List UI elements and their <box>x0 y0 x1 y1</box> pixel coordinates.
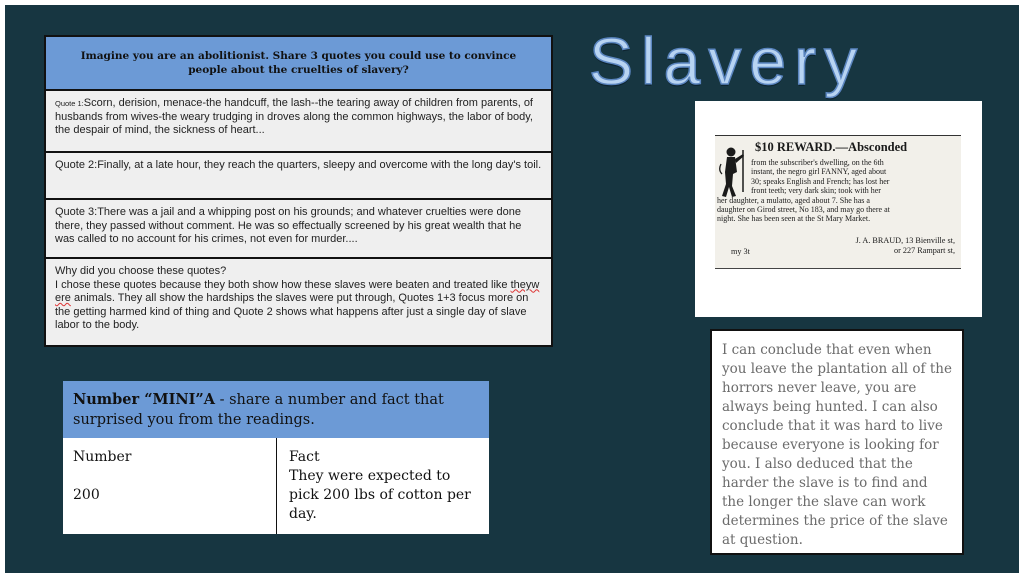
number-mini-table <box>63 381 489 534</box>
ad-line-6: daughter on Girod street, No 183, and may go there at <box>717 205 890 215</box>
ad-line-3: 30; speaks English and French; has lost her <box>751 176 890 186</box>
ad-line-4: front teeth; very dark skin; took with her <box>751 186 881 196</box>
ad-signature <box>856 236 955 256</box>
why-answer-misspelled: theyw ere <box>55 278 540 304</box>
why-question: Why did you choose these quotes? <box>55 265 227 277</box>
why-cell <box>46 259 551 345</box>
quote-1-text: Scorn, derision, menace-the handcuff, the lash--the tearing away of children from parents, of husbands from wives-the weary trudging in droves along the common highways, the labor of body, the despair of mind, the sickness of heart... <box>55 97 533 136</box>
ad-signature-line-1: J. A. BRAUD, 13 Bienville st, <box>855 236 955 245</box>
ad-date-code: my 3t <box>731 247 750 256</box>
quotes-table-header: Imagine you are an abolitionist. Share 3 quotes you could use to convince people about the cruelties of slavery? <box>46 37 551 91</box>
ad-line-5: her daughter, a mulatto, aged about 7. She has a <box>717 195 870 205</box>
mini-table-header-rest: - share a number and fact that surprised you from the readings. <box>73 392 444 428</box>
why-answer-part2: animals. They all show the hardships the slaves were put through, Quotes 1+3 focus more on the getting harmed kind of thing and Quote 2 shows what happens after just a single day of slave labor to the body. <box>55 292 529 331</box>
ad-body <box>717 158 959 224</box>
quote-3-cell <box>46 200 551 259</box>
quotes-table <box>44 35 553 347</box>
newspaper-clipping-image <box>695 101 982 317</box>
quote-1-cell <box>46 91 551 153</box>
why-answer-part1: I chose these quotes because they both show how these slaves were beaten and treated like <box>55 278 511 291</box>
conclusion-box: I can conclude that even when you leave the plantation all of the horrors never leave, you are always being hunted. I can also conclude that it was hard to live because everyone is looking for you. I also deduced that the harder the slave is to find and the longer the slave can work determines the price of the slave at question. <box>710 329 964 555</box>
slide-title: Slavery <box>589 24 866 98</box>
ad-line-2: instant, the negro girl FANNY, aged about <box>751 167 887 177</box>
ad-headline: $10 REWARD.—Absconded <box>755 140 908 154</box>
fact-value: They were expected to pick 200 lbs of cotton per day. <box>289 468 471 522</box>
number-value: 200 <box>73 487 100 503</box>
mini-table-header-bold: Number “MINI”A <box>73 391 215 408</box>
quote-3-text: Quote 3:There was a jail and a whipping post on his grounds; and whatever cruelties were done there, they passed without comment. He was so effectually screened by his great wealth that he was called to no account for his crimes, not even for murder.... <box>55 206 522 245</box>
number-column <box>63 438 277 534</box>
slide <box>5 5 1019 573</box>
ad-signature-line-2: or 227 Rampart st, <box>894 246 955 255</box>
fact-label: Fact <box>289 449 320 465</box>
number-label: Number <box>73 449 132 465</box>
ad-line-1: from the subscriber's dwelling, on the 6th <box>751 158 884 167</box>
ad-line-7: night. She has been seen at the St Mary Market. <box>717 214 871 224</box>
quote-2-cell <box>46 153 551 200</box>
fact-column <box>277 438 489 534</box>
runaway-ad <box>715 135 961 269</box>
quote-2-text: Quote 2:Finally, at a late hour, they reach the quarters, sleepy and overcome with the long day's toil. <box>55 159 542 171</box>
mini-table-header <box>63 381 489 438</box>
mini-table-body <box>63 438 489 534</box>
quote-1-prefix: Quote 1: <box>55 99 84 108</box>
